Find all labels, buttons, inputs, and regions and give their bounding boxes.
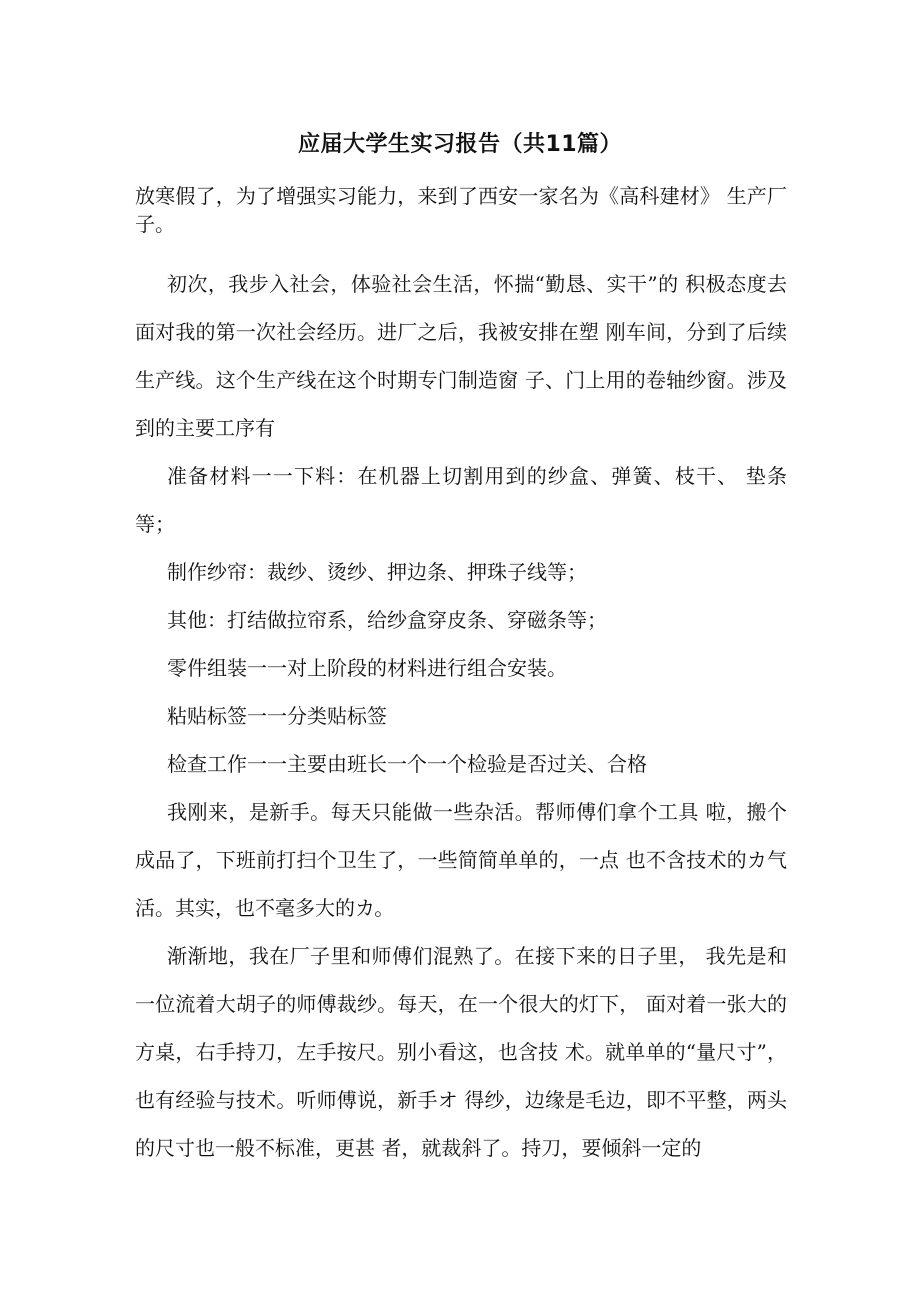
paragraph-other-tasks: 其他：打结做拉帘系，给纱盒穿皮条、穿磁条等； [167, 608, 607, 632]
paragraph-inspection: 检查工作一一主要由班长一个一个检验是否过关、合格 [167, 752, 647, 776]
paragraph-assembly: 零件组装一一对上阶段的材料进行组合安装。 [167, 656, 567, 680]
paragraph-prepare-materials: 准备材料一一下料：在机器上切割用到的纱盒、弹簧、枝干、 垫条等； [135, 464, 787, 536]
paragraph-newcomer: 我刚来，是新手。每天只能做一些杂活。帮师傅们拿个工具 啦，搬个成品了，下班前打扫个卫生了，一些简简单单的，一点 也不含技术的カ气活。其实，也不毫多大的カ。 [135, 800, 787, 920]
paragraph-labeling: 粘贴标签一一分类贴标签 [167, 704, 387, 728]
paragraph-intro: 放寒假了，为了增强实习能力，来到了西安一家名为《高科建材》 生产厂子。 [135, 184, 787, 236]
document-body [135, 182, 787, 1172]
paragraph-make-curtain: 制作纱帘：裁纱、烫纱、押边条、押珠子线等； [167, 560, 587, 584]
document-title: 应届大学生实习报告（共11篇） [297, 132, 623, 157]
paragraph-first-experience: 初次，我步入社会，体验社会生活，怀揣“勤恳、实干”的 积极态度去面对我的第一次社会经历。进厂之后，我被安排在塑 刚车间，分到了后续生产线。这个生产线在这个时期专门制造窗 子、门上用的卷轴纱窗。涉及到的主要工序有 [135, 272, 787, 440]
paragraph-cutting-gauze: 渐渐地，我在厂子里和师傅们混熟了。在接下来的日子里， 我先是和一位流着大胡子的师傅裁纱。每天，在一个很大的灯下， 面对着一张大的方桌，右手持刀，左手按尺。别小看这，也含技 术。就单单的“量尺寸”，也有经验与技术。听师傅说，新手オ 得纱，边缘是毛边，即不平整，两头的尺寸也一般不标准，更甚 者，就裁斜了。持刀，要倾斜一定的 [135, 944, 787, 1160]
